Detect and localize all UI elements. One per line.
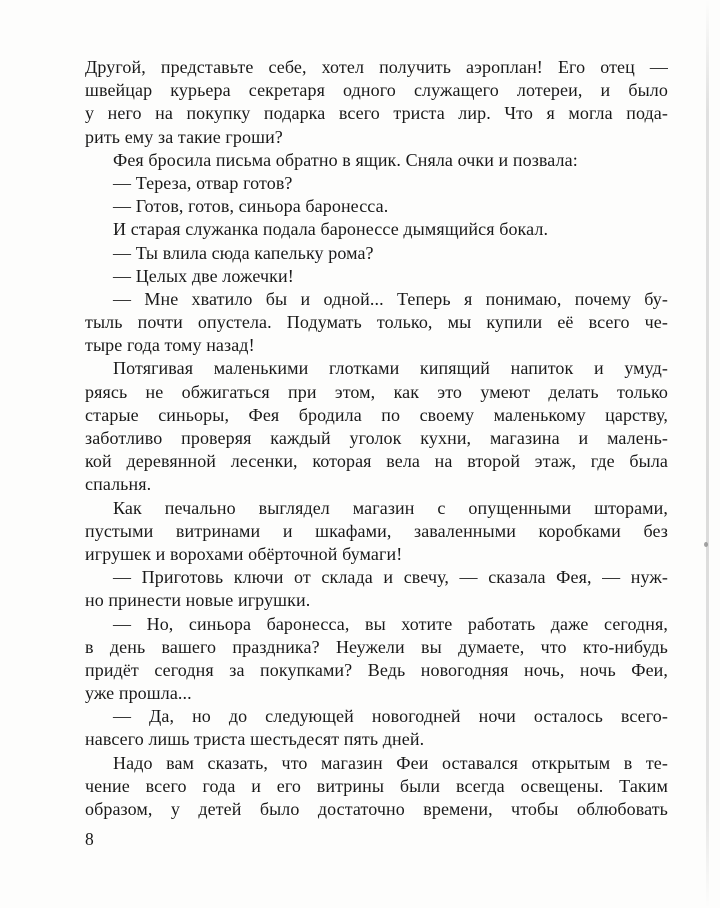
text-line: но принести новые игрушки. <box>85 590 311 611</box>
text-line: Другой, представьте себе, хотел получить аэроплан! Его отец — <box>85 57 668 77</box>
text-line: — Мне хватило бы и одной... Теперь я понимаю, почему бу- <box>113 288 668 309</box>
text-line: спальня. <box>85 474 152 495</box>
page-text <box>85 56 668 821</box>
text-line: Потягивая маленькими глотками кипящий напиток и умуд- <box>113 358 668 379</box>
text-line: придёт сегодня за покупками? Ведь новогодняя ночь, ночь Феи, <box>85 659 668 680</box>
text-line: — Ты влила сюда капельку рома? <box>113 242 374 263</box>
text-line: у него на покупку подарка всего триста лир. Что я могла пода- <box>85 103 668 124</box>
text-line: — Готов, готов, синьора баронесса. <box>113 196 389 217</box>
text-line: И старая служанка подала баронессе дымящийся бокал. <box>113 219 549 240</box>
text-line: — Целых две ложечки! <box>113 265 294 286</box>
text-line: игрушек и ворохами обёрточной бумаги! <box>85 543 403 564</box>
text-line: пустыми витринами и шкафами, заваленными коробками без <box>85 520 668 541</box>
page-number: 8 <box>85 829 94 849</box>
text-line: ряясь не обжигаться при этом, как это умеют делать только <box>85 381 668 402</box>
scan-artifact-speck <box>704 542 708 547</box>
text-line: — Но, синьора баронесса, вы хотите работать даже сегодня, <box>113 613 668 634</box>
text-line: Надо вам сказать, что магазин Феи оставался открытым в те- <box>113 752 668 773</box>
text-line: заботливо проверяя каждый уголок кухни, магазина и малень- <box>85 428 668 448</box>
text-line: чение всего года и его витрины были всегда освещены. Таким <box>85 775 668 796</box>
text-line: — Тереза, отвар готов? <box>113 172 293 193</box>
text-line: образом, у детей было достаточно времени, чтобы облюбовать <box>85 799 668 819</box>
text-line: старые синьоры, Фея бродила по своему маленькому царству, <box>85 404 668 425</box>
text-line: Как печально выглядел магазин с опущенными шторами, <box>113 497 668 518</box>
text-line: в день вашего праздника? Неужели вы думаете, что кто-нибудь <box>85 636 668 657</box>
text-line: швейцар курьера секретаря одного служащего лотереи, и было <box>85 80 668 101</box>
text-line: рить ему за такие гроши? <box>85 126 283 147</box>
page-edge-shadow <box>706 0 709 908</box>
text-line: уже прошла... <box>85 683 192 704</box>
text-line: кой деревянной лесенки, которая вела на второй этаж, где была <box>85 451 668 472</box>
text-line: тыль почти опустела. Подумать только, мы купили её всего че- <box>85 312 668 333</box>
text-line: Фея бросила письма обратно в ящик. Сняла очки и позвала: <box>113 149 578 170</box>
text-line: — Приготовь ключи от склада и свечу, — сказала Фея, — нуж- <box>113 567 668 588</box>
text-line: — Да, но до следующей новогодней ночи осталось всего- <box>113 706 668 727</box>
text-line: тыре года тому назад! <box>85 335 255 356</box>
text-line: навсего лишь триста шестьдесят пять дней. <box>85 729 425 750</box>
